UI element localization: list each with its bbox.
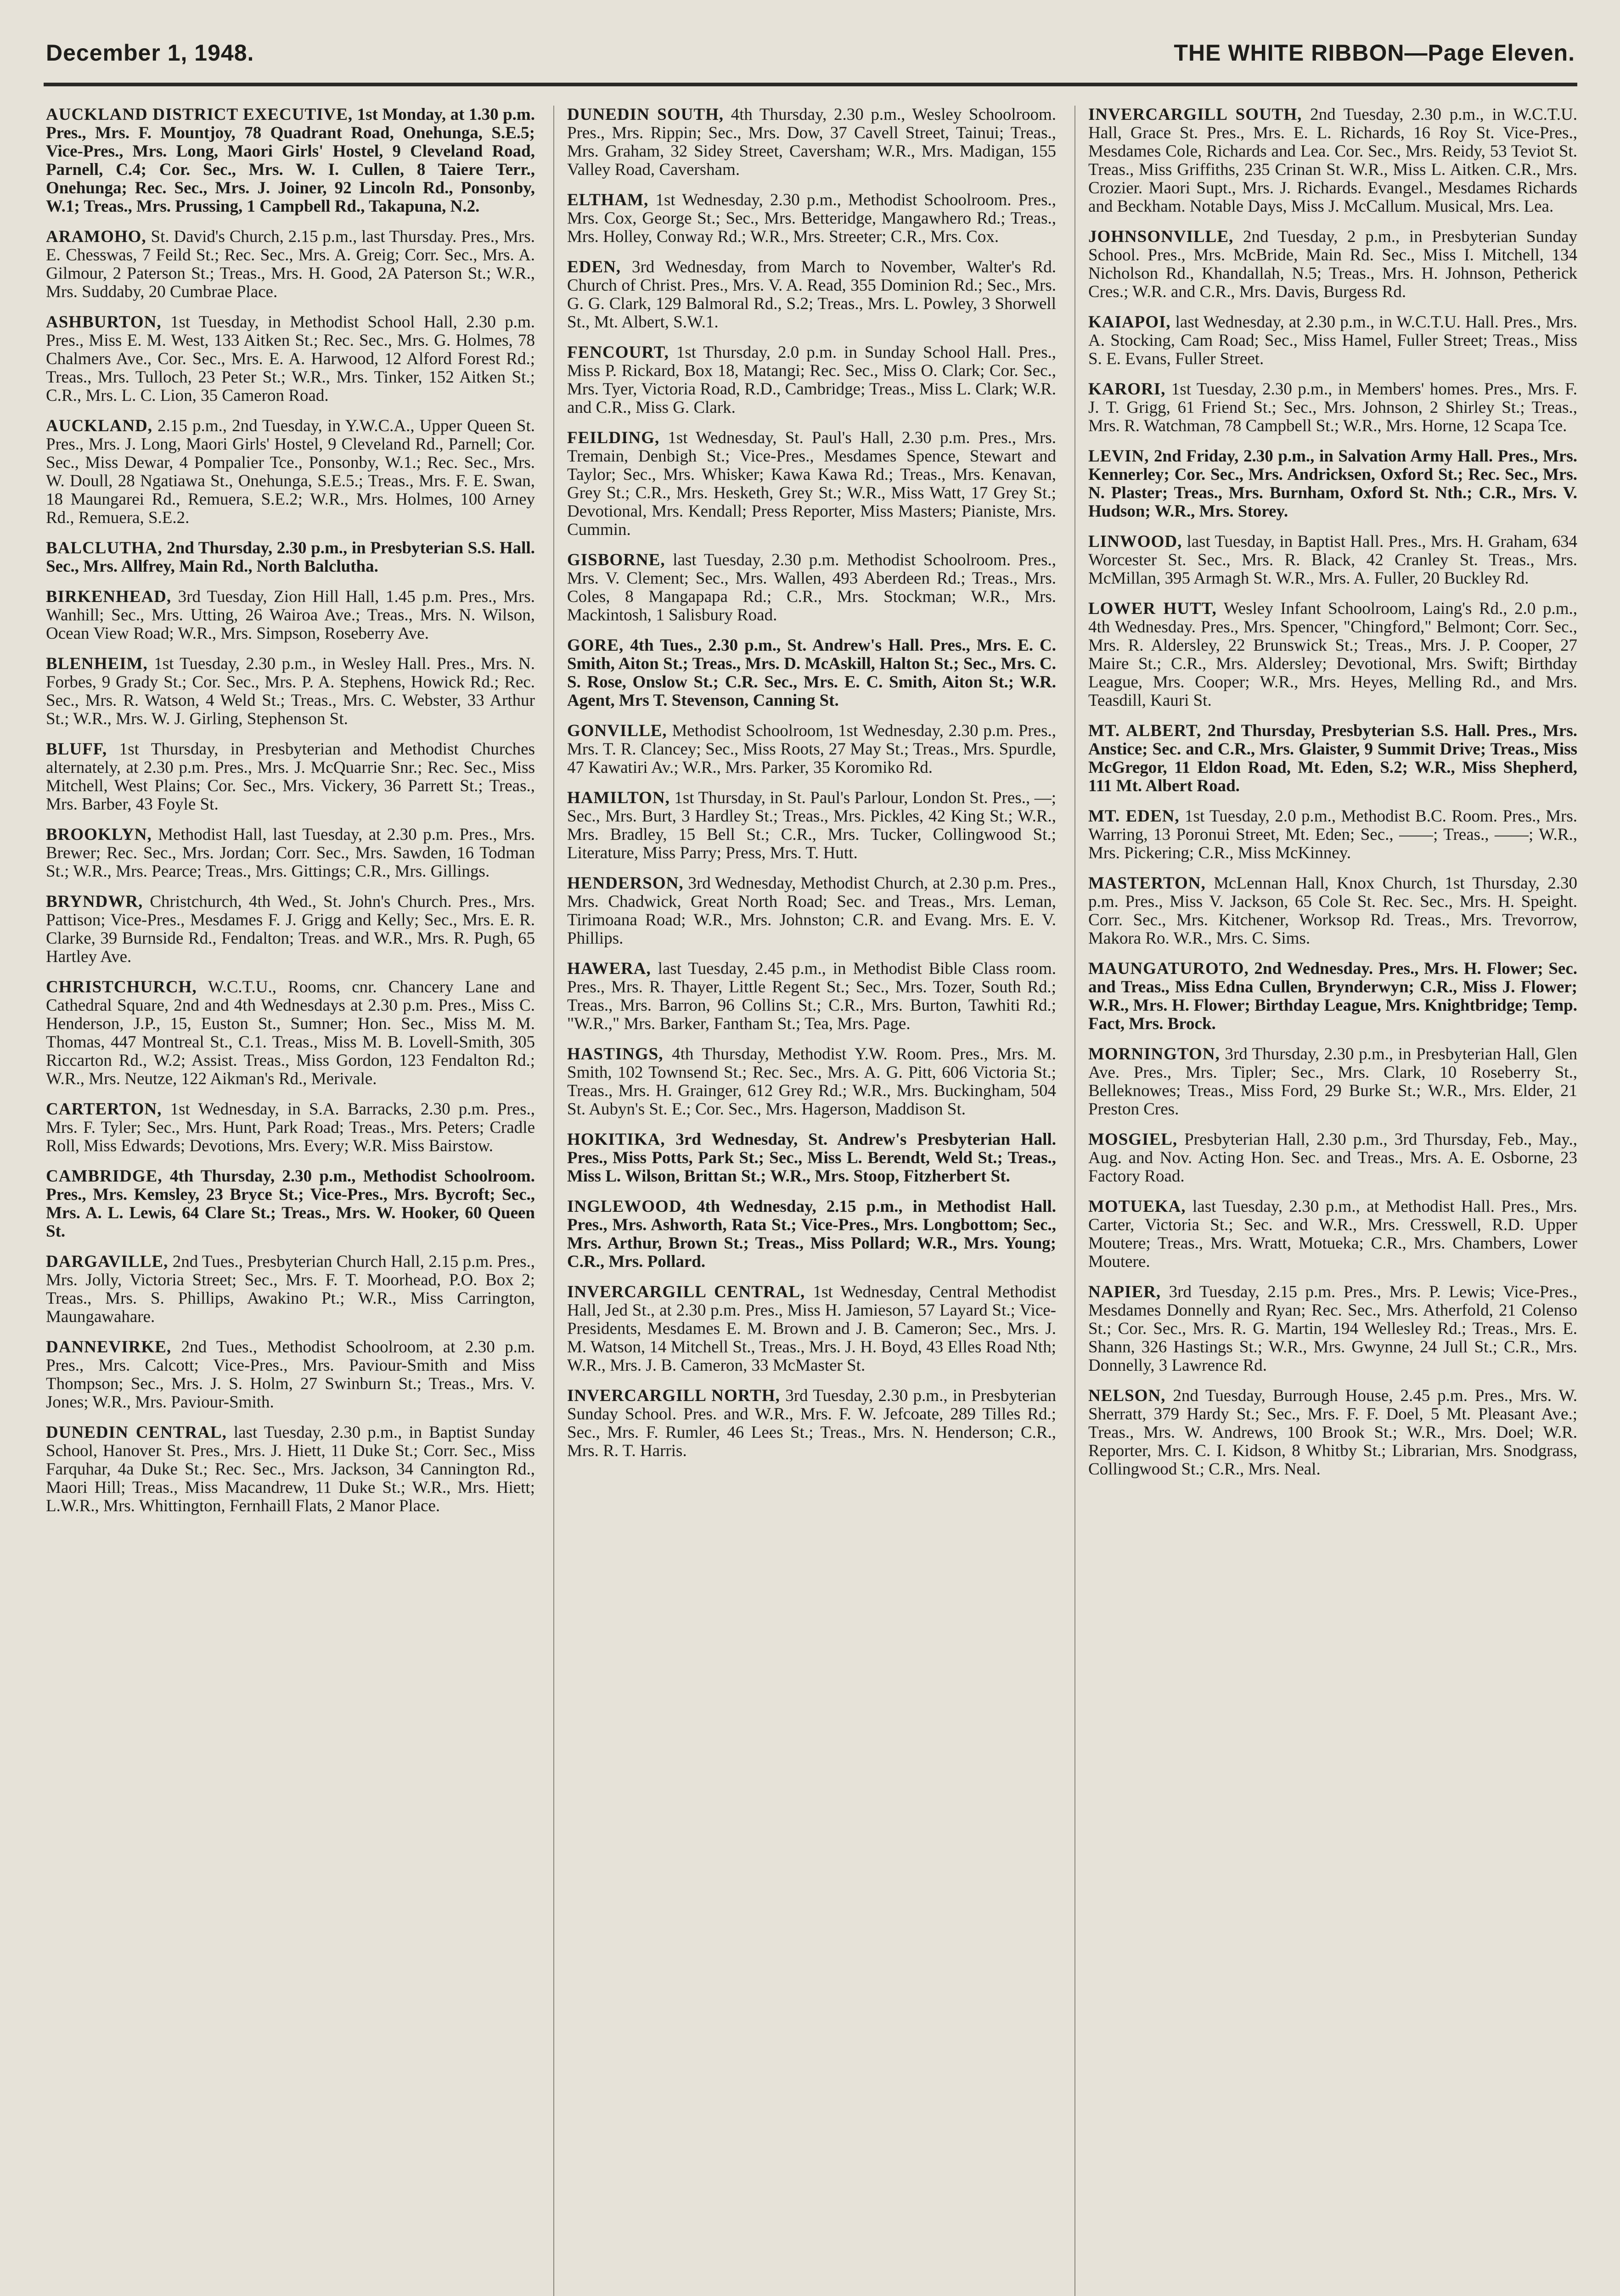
branch-entry (46, 1167, 535, 1241)
branch-entry (46, 313, 535, 405)
branch-entry (46, 228, 535, 301)
branch-details: 3rd Tuesday, Zion Hill Hall, 1.45 p.m. Pres., Mrs. Wanhill; Sec., Mrs. Utting, 26 Wairoa Ave.; Treas., Mrs. N. Wilson, Ocean View Road; W.R., Mrs. Simpson, Roseberry Ave. (46, 587, 535, 643)
branch-details: 1st Wednesday, 2.30 p.m., Methodist Schoolroom. Pres., Mrs. Cox, George St.; Sec., Mrs. Betteridge, Mangawhero Rd.; Treas., Mrs. Holley, Conway Rd.; W.R., Mrs. Streeter; C.R., Mrs. Cox. (567, 191, 1056, 246)
branch-name: INVERCARGILL SOUTH, (1088, 106, 1302, 124)
branch-entry (567, 874, 1056, 948)
branch-details: 3rd Wednesday, from March to November, Walter's Rd. Church of Christ. Pres., Mrs. V. A. Read, 355 Dominion Rd.; Sec., Mrs. G. G. Clark, 129 Balmoral Rd., S.2; Treas., Mrs. L. Powley, 3 Shorwell St., Mt. Albert, S.W.1. (567, 258, 1056, 332)
branch-entry (567, 960, 1056, 1033)
branch-details: 1st Tuesday, 2.0 p.m., Methodist B.C. Room. Pres., Mrs. Warring, 13 Poronui Street, Mt. Eden; Sec., ——; Treas., ——; W.R., Mrs. Pickering; C.R., Miss McKinney. (1088, 807, 1577, 862)
branch-name: ELTHAM, (567, 191, 649, 209)
branch-name: JOHNSONVILLE, (1088, 227, 1234, 246)
branch-entry (46, 106, 535, 216)
branch-name: LEVIN, (1088, 447, 1149, 466)
branch-entry (46, 1424, 535, 1515)
branch-name: AUCKLAND DISTRICT EXECUTIVE, (46, 106, 353, 124)
branch-entry (567, 1198, 1056, 1271)
branch-details: 4th Tues., 2.30 p.m., St. Andrew's Hall. Pres., Mrs. E. C. Smith, Aiton St.; Treas., Mrs. D. McAskill, Halton St.; Sec., Mrs. C. S. Rose, Onslow St.; C.R. Sec., Mrs. E. C. Smith, Aiton St.; W.R. Agent, Mrs T. Stevenson, Canning St. (567, 636, 1056, 710)
branch-details: 3rd Thursday, 2.30 p.m., in Presbyterian Hall, Glen Ave. Pres., Mrs. Tipler; Sec., Mrs. Clark, 10 Roseberry St., Belleknowes; Treas., Miss Ford, 29 Burke St.; W.R., Mrs. Elder, 21 Preston Cres. (1088, 1045, 1577, 1119)
branch-name: CHRISTCHURCH, (46, 978, 197, 996)
branch-details: 1st Wednesday, St. Paul's Hall, 2.30 p.m. Pres., Mrs. Tremain, Denbigh St.; Vice-Pres., Mesdames Spence, Stewart and Taylor; Sec., Mrs. Whisker; Kawa Kawa Rd.; Treas., Mrs. Kenavan, Grey St.; C.R., Mrs. Hesketh, Grey St.; W.R., Miss Watt, 17 Grey St.; Devotional, Mrs. Kendall; Press Reporter, Miss Masters; Pianiste, Mrs. Cummin. (567, 428, 1056, 539)
branch-entry (1088, 1045, 1577, 1119)
branch-details: 1st Tuesday, in Methodist School Hall, 2.30 p.m. Pres., Miss E. M. West, 133 Aitken St.; Rec. Sec., Mrs. G. Holmes, 78 Chalmers Ave., Cor. Sec., Mrs. E. A. Harwood, 12 Alford Forest Rd.; Treas., Mrs. Tulloch, 23 Peter St.; W.R., Mrs. Tinker, 152 Aitken St.; C.R., Mrs. L. C. Lion, 35 Cameron Road. (46, 313, 535, 405)
branch-entry (1088, 228, 1577, 301)
branch-name: BALCLUTHA, (46, 539, 163, 557)
header-publication: THE WHITE RIBBON—Page Eleven. (1174, 40, 1575, 66)
column-1 (46, 106, 535, 2296)
branch-details: Christchurch, 4th Wed., St. John's Church. Pres., Mrs. Pattison; Vice-Pres., Mesdames F. J. Grigg and Kelly; Sec., Mrs. E. R. Clarke, 39 Burnside Rd., Fendalton; Treas. and W.R., Mrs. R. Pugh, 65 Hartley Ave. (46, 892, 535, 966)
branch-details: last Tuesday, in Baptist Hall. Pres., Mrs. H. Graham, 634 Worcester St. Sec., Mrs. R. Black, 42 Cranley St. Treas., Mrs. McMillan, 395 Armagh St. W.R., Mrs. A. Fuller, 20 Buckley Rd. (1088, 532, 1577, 588)
branch-details: 1st Tuesday, 2.30 p.m., in Wesley Hall. Pres., Mrs. N. Forbes, 9 Grady St.; Cor. Sec., Mrs. P. A. Stephens, Howick Rd.; Rec. Sec., Mrs. R. Watson, 4 Weld St.; Treas., Mrs. C. Webster, 33 Arthur St.; W.R., Mrs. W. J. Girling, Stephenson St. (46, 654, 535, 728)
branch-name: MASTERTON, (1088, 874, 1206, 893)
branch-details: 4th Thursday, 2.30 p.m., Methodist Schoolroom. Pres., Mrs. Kemsley, 23 Bryce St.; Vice-Pres., Mrs. Bycroft; Sec., Mrs. A. L. Lewis, 64 Clare St.; Treas., Mrs. W. Hooker, 60 Queen St. (46, 1167, 535, 1241)
branch-details: 2nd Friday, 2.30 p.m., in Salvation Army Hall. Pres., Mrs. Kennerley; Cor. Sec., Mrs. Andricksen, Oxford St.; Rec. Sec., Mrs. N. Plaster; Treas., Mrs. Burnham, Oxford St. Nth.; C.R., Mrs. V. Hudson; W.R., Mrs. Storey. (1088, 447, 1577, 521)
branch-entry (567, 429, 1056, 539)
branch-details: 2nd Tuesday, 2 p.m., in Presbyterian Sunday School. Pres., Mrs. McBride, Main Rd. Sec., Miss I. Mitchell, 134 Nicholson Rd., Khandallah, N.5; Treas., Mrs. H. Johnson, Petherick Cres.; W.R. and C.R., Mrs. Davis, Burgess Rd. (1088, 227, 1577, 301)
branch-details: 4th Thursday, 2.30 p.m., Wesley Schoolroom. Pres., Mrs. Rippin; Sec., Mrs. Dow, 37 Cavell Street, Tainui; Treas., Mrs. Graham, 32 Sidey Street, Caversham; W.R., Mrs. Madigan, 155 Valley Road, Caversham. (567, 106, 1056, 179)
branch-name: BLUFF, (46, 740, 107, 759)
branch-details: last Tuesday, 2.30 p.m., at Methodist Hall. Pres., Mrs. Carter, Victoria St.; Sec. and W.R., Mrs. Cresswell, R.D. Upper Moutere; Treas., Mrs. Wratt, Motueka; C.R., Mrs. Chambers, Lower Moutere. (1088, 1197, 1577, 1271)
branch-details: 2nd Tuesday, 2.30 p.m., in W.C.T.U. Hall, Grace St. Pres., Mrs. E. L. Richards, 16 Roy St. Vice-Pres., Mesdames Cole, Richards and Lea. Cor. Sec., Mrs. Reidy, 53 Teviot St. Treas., Miss Griffiths, 235 Crinan St. W.R., Miss L. Aitken. C.R., Mrs. Crozier. Maori Supt., Mrs. J. Richards. Evangel., Mesdames Richards and Beckham. Notable Days, Miss J. McCallum. Musical, Mrs. Lea. (1088, 106, 1577, 216)
branch-entry (567, 106, 1056, 179)
branch-details: 2nd Tues., Presbyterian Church Hall, 2.15 p.m. Pres., Mrs. Jolly, Victoria Street; Sec., Mrs. F. T. Moorhead, P.O. Box 2; Treas., Mrs. S. Phillips, Awakino Pt.; W.R., Miss Carrington, Maungawahare. (46, 1252, 535, 1326)
column-2 (567, 106, 1056, 2296)
branch-entry (1088, 313, 1577, 368)
branch-details: 2nd Wednesday. Pres., Mrs. H. Flower; Sec. and Treas., Miss Edna Cullen, Brynderwyn; C.R., Miss J. Flower; W.R., Mrs. H. Flower; Birthday League, Mrs. Knightbridge; Temp. Fact, Mrs. Brock. (1088, 959, 1577, 1033)
branch-name: MAUNGATUROTO, (1088, 959, 1249, 978)
branch-entry (1088, 533, 1577, 588)
header-rule (44, 83, 1577, 86)
branch-name: BROOKLYN, (46, 825, 152, 844)
branch-details: last Tuesday, 2.30 p.m. Methodist Schoolroom. Pres., Mrs. V. Clement; Sec., Mrs. Wallen, 493 Aberdeen Rd.; Treas., Mrs. Coles, 8 Mangapapa Rd.; C.R., Mrs. Stockman; W.R., Mrs. Mackintosh, 1 Salisbury Road. (567, 551, 1056, 625)
column-divider (553, 106, 554, 2296)
branch-name: CAMBRIDGE, (46, 1167, 163, 1186)
branch-name: LOWER HUTT, (1088, 599, 1217, 618)
column-3 (1088, 106, 1577, 2296)
branch-details: 1st Thursday, in Presbyterian and Methodist Churches alternately, at 2.30 p.m. Pres., Mrs. J. McQuarrie Snr.; Rec. Sec., Miss Mitchell, West Plains; Cor. Sec., Mrs. Vickery, 36 Parrett St.; Treas., Mrs. Barber, 43 Foyle St. (46, 740, 535, 814)
branch-name: ARAMOHO, (46, 227, 146, 246)
branch-entry (567, 1283, 1056, 1375)
branch-details: 2nd Tues., Methodist Schoolroom, at 2.30 p.m. Pres., Mrs. Calcott; Vice-Pres., Mrs. Paviour-Smith and Miss Thompson; Sec., Mrs. J. S. Holm, 27 Swinburn St.; Treas., Mrs. V. Jones; W.R., Mrs. Paviour-Smith. (46, 1338, 535, 1412)
header-date: December 1, 1948. (46, 40, 254, 66)
branch-name: AUCKLAND, (46, 416, 153, 435)
branch-entry (46, 826, 535, 881)
branch-details: 3rd Tuesday, 2.30 p.m., in Presbyterian Sunday School. Pres. and W.R., Mrs. F. W. Jefcoate, 289 Tilles Rd.; Sec., Mrs. F. Rumler, 46 Lees St.; Treas., Mrs. N. Henderson; C.R., Mrs. R. T. Harris. (567, 1386, 1056, 1460)
branch-details: St. David's Church, 2.15 p.m., last Thursday. Pres., Mrs. E. Chesswas, 7 Feild St.; Rec. Sec., Mrs. A. Greig; Corr. Sec., Mrs. A. Gilmour, 2 Paterson St.; Treas., Mrs. H. Good, 2A Paterson St.; W.R., Mrs. Suddaby, 20 Cumbrae Place. (46, 227, 535, 301)
branch-entry (567, 1131, 1056, 1186)
branch-details: 3rd Wednesday, St. Andrew's Presbyterian Hall. Pres., Miss Potts, Park St.; Sec., Miss L. Berendt, Weld St.; Treas., Miss L. Wilson, Brittan St.; W.R., Mrs. Stoop, Fitzherbert St. (567, 1130, 1056, 1186)
branch-details: 2nd Tuesday, Burrough House, 2.45 p.m. Pres., Mrs. W. Sherratt, 379 Hardy St.; Sec., Mrs. F. F. Doel, 5 Mt. Pleasant Ave.; Treas., Mrs. W. Andrews, 100 Brook St.; W.R., Mrs. Doel; W.R. Reporter, Mrs. C. I. Kidson, 8 Whitby St.; Librarian, Mrs. Snodgrass, Collingwood St.; C.R., Mrs. Neal. (1088, 1386, 1577, 1479)
branch-name: INGLEWOOD, (567, 1197, 686, 1216)
branch-entry (567, 258, 1056, 332)
branch-name: BIRKENHEAD, (46, 587, 172, 606)
branch-name: KARORI, (1088, 380, 1166, 399)
branch-entry (1088, 874, 1577, 948)
branch-name: KAIAPOI, (1088, 313, 1171, 332)
branch-name: BLENHEIM, (46, 654, 148, 673)
branch-name: MT. ALBERT, (1088, 721, 1202, 740)
branch-entry (46, 539, 535, 576)
branch-details: last Tuesday, 2.30 p.m., in Baptist Sunday School, Hanover St. Pres., Mrs. J. Hiett, 11 Duke St.; Corr. Sec., Miss Farquhar, 4a Duke St.; Rec. Sec., Mrs. Jackson, 34 Cannington Rd., Maori Hill; Treas., Miss Macandrew, 11 Duke St.; W.R., Mrs. Hiett; L.W.R., Mrs. Whittington, Fernhaill Flats, 2 Manor Place. (46, 1423, 535, 1515)
branch-details: 1st Thursday, in St. Paul's Parlour, London St. Pres., —; Sec., Mrs. Burt, 3 Hardley St.; Treas., Mrs. Pickles, 42 King St.; W.R., Mrs. Bradley, 15 Bell St.; C.R., Mrs. Tucker, Collingwood St.; Literature, Miss Parry; Press, Mrs. T. Hutt. (567, 788, 1056, 862)
branch-name: LINWOOD, (1088, 532, 1182, 551)
branch-details: last Tuesday, 2.45 p.m., in Methodist Bible Class room. Pres., Mrs. R. Thayer, Little Regent St.; Sec., Mrs. Tozer, South Rd.; Treas., Mrs. Barron, 96 Collins St.; C.R., Mrs. Burton, Tawhiti Rd.; "W.R.," Mrs. Barker, Fantham St.; Tea, Mrs. Page. (567, 959, 1056, 1033)
branch-entry (46, 588, 535, 643)
branch-entry (567, 789, 1056, 862)
branch-details: Presbyterian Hall, 2.30 p.m., 3rd Thursday, Feb., May., Aug. and Nov. Acting Hon. Sec. and Treas., Mrs. A. E. Osborne, 23 Factory Road. (1088, 1130, 1577, 1186)
branch-details: Methodist Hall, last Tuesday, at 2.30 p.m. Pres., Mrs. Brewer; Rec. Sec., Mrs. Jordan; Corr. Sec., Mrs. Sawden, 16 Todman St.; W.R., Mrs. Pearce; Treas., Mrs. Gittings; C.R., Mrs. Gillings. (46, 825, 535, 881)
branch-name: BRYNDWR, (46, 892, 143, 911)
branch-name: HASTINGS, (567, 1045, 664, 1064)
branch-name: HAMILTON, (567, 788, 670, 807)
branch-entry (1088, 380, 1577, 435)
branch-name: ASHBURTON, (46, 313, 162, 332)
page-header (46, 32, 1575, 73)
branch-details: last Wednesday, at 2.30 p.m., in W.C.T.U. Hall. Pres., Mrs. A. Stocking, Cam Road; Sec., Miss Hamel, Fuller Street; Treas., Miss S. E. Evans, Fuller Street. (1088, 313, 1577, 368)
branch-details: 1st Tuesday, 2.30 p.m., in Members' homes. Pres., Mrs. F. J. T. Grigg, 61 Friend St.; Sec., Mrs. Johnson, 2 Shirley St.; Treas., Mrs. R. Watchman, 78 Campbell St.; W.R., Mrs. Horne, 12 Scapa Tce. (1088, 380, 1577, 435)
branch-name: MOTUEKA, (1088, 1197, 1186, 1216)
branch-entry (567, 722, 1056, 777)
branch-name: DARGAVILLE, (46, 1252, 169, 1271)
branch-details: 1st Wednesday, Central Methodist Hall, Jed St., at 2.30 p.m. Pres., Miss H. Jamieson, 57 Layard St.; Vice-Presidents, Mesdames E. M. Brown and J. B. Cameron; Sec., Mrs. J. M. Watson, 14 Mitchell St., Treas., Mrs. J. H. Boyd, 43 Elles Road Nth; W.R., Mrs. J. B. Cameron, 33 McMaster St. (567, 1283, 1056, 1375)
branch-details: 4th Thursday, Methodist Y.W. Room. Pres., Mrs. M. Smith, 102 Townsend St.; Rec. Sec., Mrs. A. G. Pitt, 606 Victoria St.; Treas., Mrs. H. Grainger, 612 Grey Rd.; W.R., Mrs. Buckingham, 504 St. Aubyn's St. E.; Cor. Sec., Mrs. Hagerson, Maddison St. (567, 1045, 1056, 1119)
branch-entry (1088, 1387, 1577, 1479)
branch-entry (1088, 447, 1577, 521)
branch-details: 3rd Tuesday, 2.15 p.m. Pres., Mrs. P. Lewis; Vice-Pres., Mesdames Donnelly and Ryan; Rec. Sec., Mrs. Atherfold, 21 Colenso St.; Cor. Sec., Mrs. R. G. Martin, 194 Wellesley Rd.; Treas., Mrs. E. Shann, 326 Hastings St.; W.R., Mrs. Gwynne, 24 Jull St.; C.R., Mrs. Donnelly, 3 Lawrence Rd. (1088, 1283, 1577, 1375)
branch-name: GISBORNE, (567, 551, 665, 569)
branch-entry (567, 551, 1056, 625)
branch-entry (46, 1100, 535, 1155)
branch-entry (46, 1253, 535, 1326)
branch-name: DUNEDIN SOUTH, (567, 106, 724, 124)
branch-name: HENDERSON, (567, 874, 684, 893)
branch-details: W.C.T.U., Rooms, cnr. Chancery Lane and Cathedral Square, 2nd and 4th Wednesdays at 2.30 p.m. Pres., Miss C. Henderson, J.P., 15, Euston St., Sumner; Hon. Sec., Miss M. M. Thomas, 447 Montreal St., C.1. Treas., Miss M. B. Lovell-Smith, 305 Riccarton Rd., W.2; Assist. Treas., Miss Gordon, 123 Fendalton Rd.; W.R., Mrs. Neutze, 122 Aikman's Rd., Merivale. (46, 978, 535, 1088)
branch-entry (1088, 807, 1577, 862)
branch-name: MT. EDEN, (1088, 807, 1180, 826)
branch-name: MORNINGTON, (1088, 1045, 1220, 1064)
branch-entry (1088, 106, 1577, 216)
branch-name: HOKITIKA, (567, 1130, 665, 1149)
branch-details: 1st Wednesday, in S.A. Barracks, 2.30 p.m. Pres., Mrs. F. Tyler; Sec., Mrs. Hunt, Park Road; Treas., Mrs. Peters; Cradle Roll, Miss Edwards; Devotions, Mrs. Every; W.R. Miss Bairstow. (46, 1100, 535, 1155)
branch-entry (1088, 722, 1577, 795)
branch-name: DANNEVIRKE, (46, 1338, 172, 1356)
branch-name: NELSON, (1088, 1386, 1166, 1405)
branch-name: MOSGIEL, (1088, 1130, 1178, 1149)
branch-name: GONVILLE, (567, 721, 667, 740)
branch-entry (567, 343, 1056, 417)
branch-details: McLennan Hall, Knox Church, 1st Thursday, 2.30 p.m. Pres., Miss V. Jackson, 65 Cole St. Rec. Sec., Mrs. H. Speight. Corr. Sec., Mrs. Kitchener, Worksop Rd. Treas., Mrs. Trevorrow, Makora Ro. W.R., Mrs. C. Sims. (1088, 874, 1577, 948)
branch-entry (567, 191, 1056, 246)
branch-name: HAWERA, (567, 959, 651, 978)
branch-details: Wesley Infant Schoolroom, Laing's Rd., 2.0 p.m., 4th Wednesday. Pres., Mrs. Spencer, "Chingford," Belmont; Corr. Sec., Mrs. R. Aldersley, 22 Brunswick St.; Treas., Mrs. J. P. Cooper, 27 Maire St.; C.R., Mrs. Aldersley; Devotional, Mrs. Swift; Birthday League, Mrs. Cooper; W.R., Mrs. Heyes, Melling Rd., and Mrs. Teasdill, Kauri St. (1088, 599, 1577, 710)
branch-entry (1088, 1131, 1577, 1186)
branch-entry (46, 740, 535, 814)
branch-entry (46, 417, 535, 527)
branch-entry (567, 636, 1056, 710)
branch-name: CARTERTON, (46, 1100, 162, 1119)
branch-entry (1088, 1198, 1577, 1271)
branch-name: FEILDING, (567, 428, 660, 447)
branch-entry (46, 655, 535, 728)
branch-entry (1088, 960, 1577, 1033)
branch-details: 2nd Thursday, 2.30 p.m., in Presbyterian S.S. Hall. Sec., Mrs. Allfrey, Main Rd., North Balclutha. (46, 539, 535, 576)
branch-details: 1st Monday, at 1.30 p.m. Pres., Mrs. F. Mountjoy, 78 Quadrant Road, Onehunga, S.E.5; Vice-Pres., Mrs. Long, Maori Girls' Hostel, 9 Cleveland Road, Parnell, C.4; Cor. Sec., Mrs. W. I. Cullen, 8 Taiere Terr., Onehunga; Rec. Sec., Mrs. J. Joiner, 92 Lincoln Rd., Ponsonby, W.1; Treas., Mrs. Prussing, 1 Campbell Rd., Takapuna, N.2. (46, 106, 535, 216)
branch-details: 2.15 p.m., 2nd Tuesday, in Y.W.C.A., Upper Queen St. Pres., Mrs. J. Long, Maori Girls' Hostel, 9 Cleveland Rd., Parnell; Cor. Sec., Miss Dewar, 4 Pompalier Tce., Ponsonby, W.1.; Rec. Sec., Mrs. W. Doull, 28 Ngatiawa St., Onehunga, S.E.5.; Treas., Mrs. F. E. Swan, 18 Maungarei Rd., Remuera, S.E.2; W.R., Mrs. Holmes, 100 Arney Rd., Remuera, S.E.2. (46, 416, 535, 527)
branch-entry (1088, 1283, 1577, 1375)
branch-name: INVERCARGILL CENTRAL, (567, 1283, 805, 1301)
branch-entry (567, 1045, 1056, 1119)
branch-name: GORE, (567, 636, 624, 655)
branch-name: INVERCARGILL NORTH, (567, 1386, 780, 1405)
branch-entry (46, 1338, 535, 1412)
branch-name: DUNEDIN CENTRAL, (46, 1423, 227, 1442)
branch-name: EDEN, (567, 258, 621, 276)
branch-entry (46, 978, 535, 1088)
branch-details: 4th Wednesday, 2.15 p.m., in Methodist Hall. Pres., Mrs. Ashworth, Rata St.; Vice-Pres., Mrs. Longbottom; Sec., Mrs. Arthur, Brown St.; Treas., Miss Pollard; W.R., Mrs. Young; C.R., Mrs. Pollard. (567, 1197, 1056, 1271)
column-divider (1074, 106, 1075, 2296)
branch-name: FENCOURT, (567, 343, 669, 362)
branch-entry (567, 1387, 1056, 1460)
branch-details: 1st Thursday, 2.0 p.m. in Sunday School Hall. Pres., Miss P. Rickard, Box 18, Matangi; Rec. Sec., Miss O. Clark; Cor. Sec., Mrs. Tyer, Victoria Road, R.D., Cambridge; Treas., Miss L. Clark; W.R. and C.R., Miss G. Clark. (567, 343, 1056, 417)
branch-details: Methodist Schoolroom, 1st Wednesday, 2.30 p.m. Pres., Mrs. T. R. Clancey; Sec., Miss Roots, 27 May St.; Treas., Mrs. Spurdle, 47 Kawatiri Av.; W.R., Mrs. Parker, 35 Koromiko Rd. (567, 721, 1056, 777)
branch-details: 2nd Thursday, Presbyterian S.S. Hall. Pres., Mrs. Anstice; Sec. and C.R., Mrs. Glaister, 9 Summit Drive; Treas., Miss McGregor, 11 Eldon Road, Mt. Eden, S.2; W.R., Miss Shepherd, 111 Mt. Albert Road. (1088, 721, 1577, 795)
branch-details: 3rd Wednesday, Methodist Church, at 2.30 p.m. Pres., Mrs. Chadwick, Great North Road; Sec. and Treas., Mrs. Leman, Tirimoana Road; W.R., Mrs. Johnston; C.R. and Evang. Mrs. E. V. Phillips. (567, 874, 1056, 948)
branch-name: NAPIER, (1088, 1283, 1161, 1301)
branch-entry (1088, 600, 1577, 710)
branch-entry (46, 893, 535, 966)
